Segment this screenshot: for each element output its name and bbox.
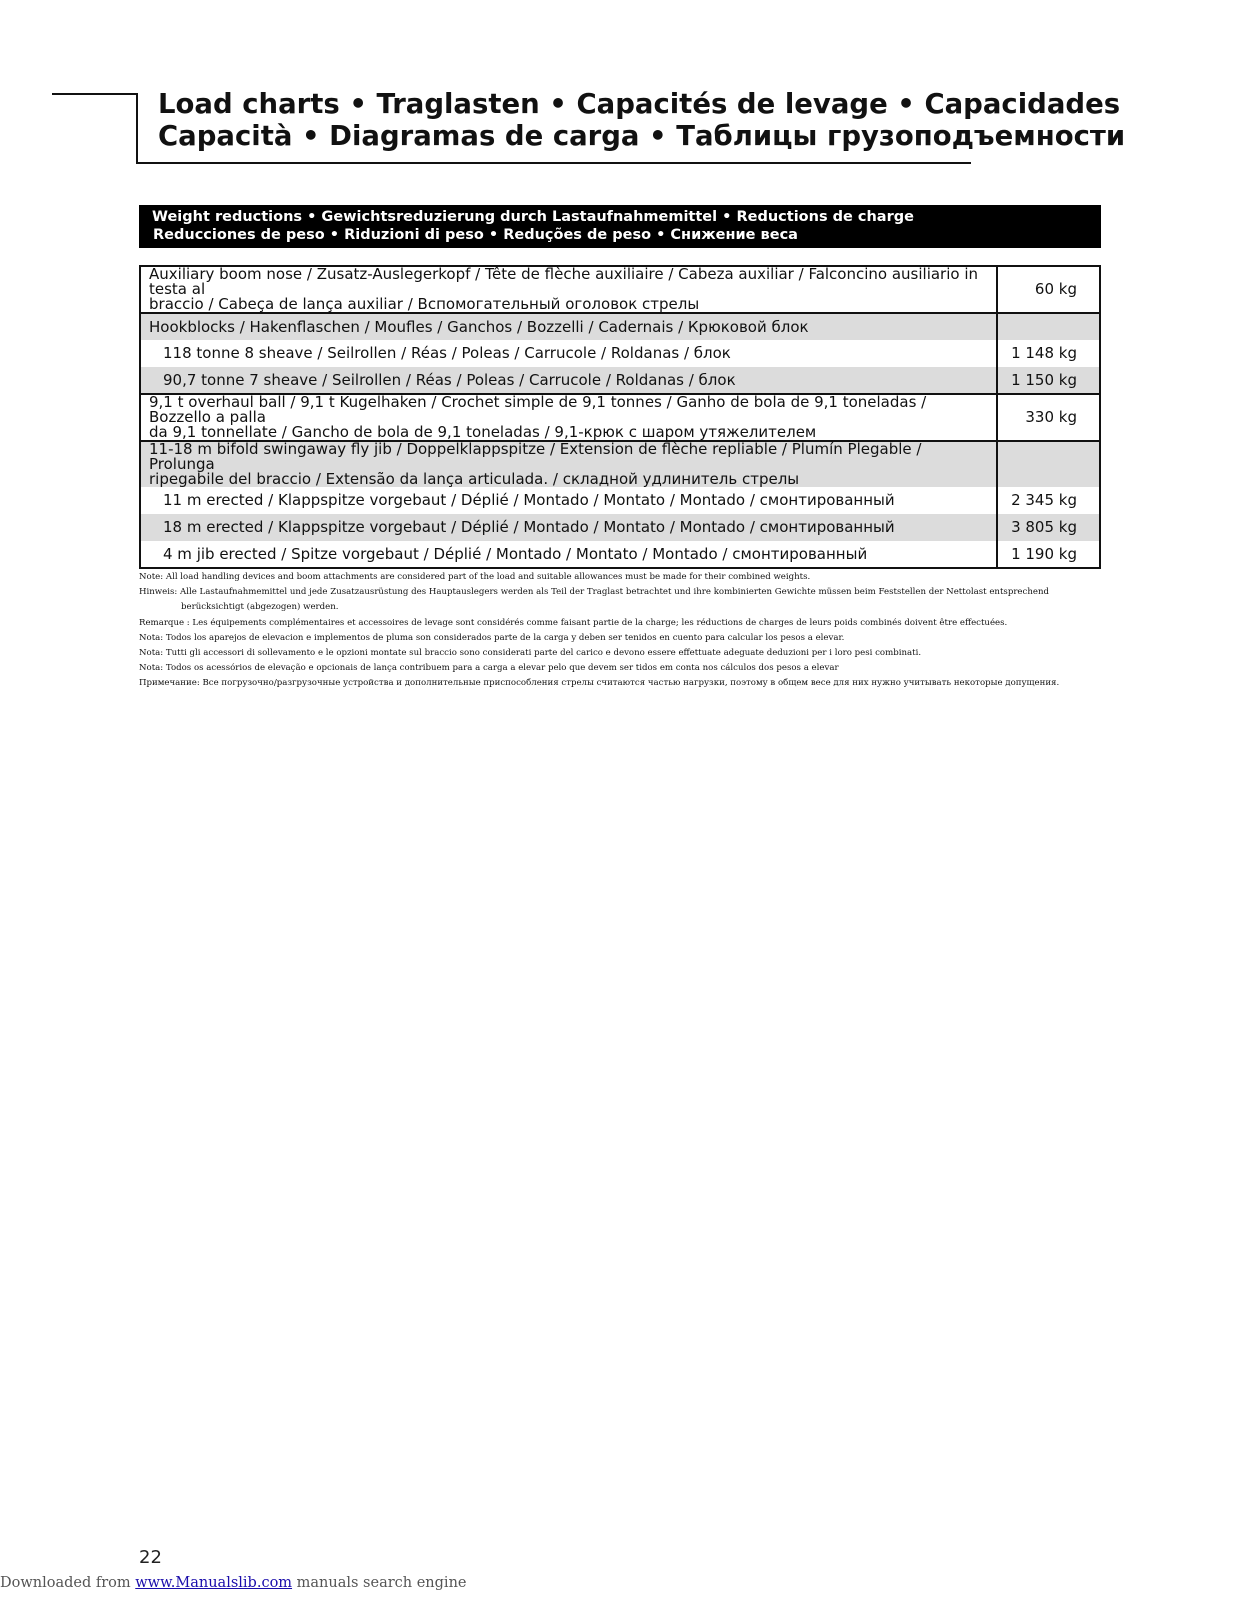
table-row [140, 514, 1100, 541]
section-header-line-1: Weight reductions • Gewichtsreduzierung durch Lastaufnahmemittel • Reductions de charge [152, 209, 914, 225]
page-title-line-2: Capacità • Diagramas de carga • Таблицы грузоподъемности [158, 120, 1126, 152]
row-description [140, 394, 997, 441]
table-row [140, 394, 1100, 441]
title-frame-left-rule [136, 93, 138, 164]
row-weight-value: 2 345 kg [1011, 491, 1077, 509]
row-description [140, 266, 997, 313]
note-german: Hinweis: Alle Lastaufnahmemittel und jede Zusatzausrüstung des Hauptauslegers werden als Teil der Traglast betrachtet und ihre kombinierten Gewichte müssen beim Feststellen der Nettolast entsprechend [139, 587, 1049, 598]
row-description-line-1: 9,1 t overhaul ball / 9,1 t Kugelhaken / Crochet simple de 9,1 tonnes / Ganho de bola de 9,1 toneladas / Bozzello a palla [149, 393, 927, 426]
table-row [140, 487, 1100, 514]
title-frame-bottom-rule [136, 162, 971, 164]
group-heading [140, 441, 997, 487]
note-english: Note: All load handling devices and boom attachments are considered part of the load and suitable allowances must be made for their combined weights. [139, 572, 811, 582]
weight-reductions-table [139, 265, 1101, 569]
note-portuguese: Nota: Todos os acessórios de elevação e opcionais de lança contribuem para a carga a elevar pelo que devem ser tidos em conta nos cálculos dos pesos a elevar [139, 663, 839, 674]
row-description: 4 m jib erected / Spitze vorgebaut / Déplié / Montado / Montato / Montado / смонтированный [140, 541, 997, 568]
page-title-line-1: Load charts • Traglasten • Capacités de levage • Capacidades [158, 88, 1121, 120]
row-weight-value [997, 441, 1100, 487]
table-group-row [140, 313, 1100, 340]
table-row [140, 340, 1100, 367]
table-row [140, 541, 1100, 568]
row-weight-value: 1 150 kg [997, 367, 1100, 394]
row-weight-value: 1 190 kg [1011, 544, 1077, 563]
footer-prefix: Downloaded from [0, 1575, 136, 1591]
note-russian: Примечание: Все погрузочно/разгрузочные устройства и дополнительные приспособления стрелы считаются частью нагрузки, поэтому в общем весе для них нужно учитывать некоторые допущения. [139, 678, 1060, 689]
download-footer [0, 1575, 467, 1591]
table-row [140, 367, 1100, 394]
row-weight-value: 60 kg [1034, 280, 1077, 298]
row-description: 18 m erected / Klappspitze vorgebaut / Déplié / Montado / Montato / Montado / смонтированный [140, 514, 997, 541]
table-row [140, 266, 1100, 313]
row-description: 90,7 tonne 7 sheave / Seilrollen / Réas / Poleas / Carrucole / Roldanas / блок [140, 367, 997, 394]
section-header-line-2: Reducciones de peso • Riduzioni di peso • Reduções de peso • Снижение веса [153, 226, 798, 243]
page-number: 22 [139, 1547, 162, 1568]
notes-block [139, 570, 1099, 692]
row-weight-value [997, 313, 1100, 340]
group-heading-line-2: ripegabile del braccio / Extensão da lança articulada. / складной удлинитель стрелы [149, 470, 800, 488]
note-italian: Nota: Tutti gli accessori di sollevamento e le opzioni montate sul braccio sono considerati parte del carico e devono essere effettuate adeguate deduzioni per i loro pesi combinati. [139, 648, 922, 659]
row-weight-value: 1 148 kg [1011, 344, 1077, 362]
row-description: 118 tonne 8 sheave / Seilrollen / Réas / Poleas / Carrucole / Roldanas / блок [140, 340, 997, 367]
row-weight-value: 330 kg [997, 394, 1100, 441]
row-description-line-2: da 9,1 tonnellate / Gancho de bola de 9,1 toneladas / 9,1-крюк с шаром утяжелителем [149, 423, 817, 441]
row-weight-value: 3 805 kg [997, 514, 1100, 541]
page-title [158, 88, 1126, 152]
group-heading: Hookblocks / Hakenflaschen / Moufles / Ganchos / Bozzelli / Cadernais / Крюковой блок [140, 313, 997, 340]
row-description-line-2: braccio / Cabeça de lança auxiliar / Вспомогательный оголовок стрелы [149, 295, 700, 313]
manualslib-link[interactable]: www.Manualslib.com [135, 1575, 293, 1591]
group-heading-line-1: 11-18 m bifold swingaway fly jib / Doppelklappspitze / Extension de flèche repliable / Plumín Plegable / Prolunga [149, 440, 922, 473]
section-header-band [139, 205, 1101, 248]
note-spanish: Nota: Todos los aparejos de elevacion e implementos de pluma son considerados parte de la carga y deben ser tenidos en cuento para calcular los pesos a elevar. [139, 632, 845, 643]
row-description: 11 m erected / Klappspitze vorgebaut / Déplié / Montado / Montato / Montado / смонтированный [140, 487, 997, 514]
note-french: Remarque : Les équipements complémentaires et accessoires de levage sont considérés comme faisant partie de la charge; les réductions de charges de leurs poids combinés doivent être effectuées. [139, 617, 1008, 628]
note-german-continued: berücksichtigt (abgezogen) werden. [181, 602, 339, 613]
title-frame-top-rule [52, 93, 138, 95]
table-group-row [140, 441, 1100, 487]
footer-suffix: manuals search engine [292, 1575, 467, 1591]
row-description-line-1: Auxiliary boom nose / Zusatz-Auslegerkopf / Tête de flèche auxiliaire / Cabeza auxiliar / Falconcino ausiliario in testa al [149, 265, 979, 298]
